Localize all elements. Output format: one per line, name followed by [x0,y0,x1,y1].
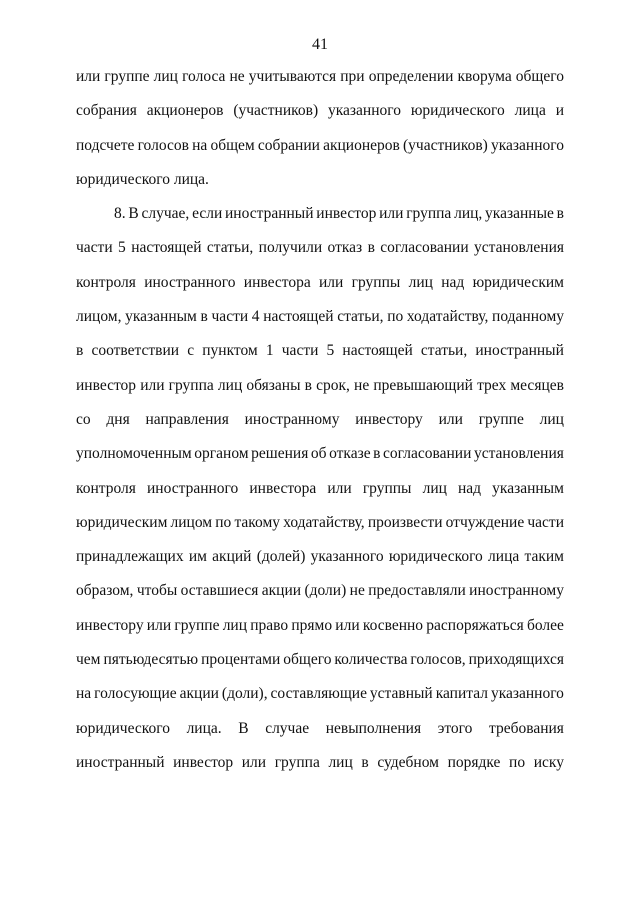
text-line: юридического лица. В случае невыполнения этого требования [76,719,564,737]
text-line: собрания акционеров (участников) указанного юридического лица и [76,102,564,120]
text-line: в соответствии с пунктом 1 части 5 настоящей статьи, иностранный [76,342,564,360]
text-line: инвестору или группе лиц право прямо или косвенно распоряжаться более [76,616,564,634]
text-line: иностранный инвестор или группа лиц в судебном порядке по иску [76,753,564,771]
text-line: части 5 настоящей статьи, получили отказ в согласовании установления [76,239,564,257]
text-line: образом, чтобы оставшиеся акции (доли) не предоставляли иностранному [76,582,564,600]
text-line: лицом, указанным в части 4 настоящей статьи, по ходатайству, поданному [76,308,564,326]
text-line: юридического лица. [76,170,209,188]
text-line: контроля иностранного инвестора или группы лиц над юридическим [76,273,564,291]
text-line: контроля иностранного инвестора или группы лиц над указанным [76,479,564,497]
text-line: со дня направления иностранному инвестору или группе лиц [76,410,564,428]
text-line: подсчете голосов на общем собрании акционеров (участников) указанного [76,136,564,154]
page-number: 41 [312,36,328,53]
text-line: принадлежащих им акций (долей) указанного юридического лица таким [76,548,564,566]
text-line: 8. В случае, если иностранный инвестор или группа лиц, указанные в [114,205,564,223]
text-line: или группе лиц голоса не учитываются при определении кворума общего [76,68,564,85]
text-line: инвестор или группа лиц обязаны в срок, не превышающий трех месяцев [76,376,564,394]
text-line: на голосующие акции (доли), составляющие уставный капитал указанного [76,685,564,703]
text-line: юридическим лицом по такому ходатайству, произвести отчуждение части [76,513,564,531]
text-line: уполномоченным органом решения об отказе в согласовании установления [76,445,564,463]
text-line: чем пятьюдесятью процентами общего количества голосов, приходящихся [76,651,564,669]
document-body [76,60,564,780]
